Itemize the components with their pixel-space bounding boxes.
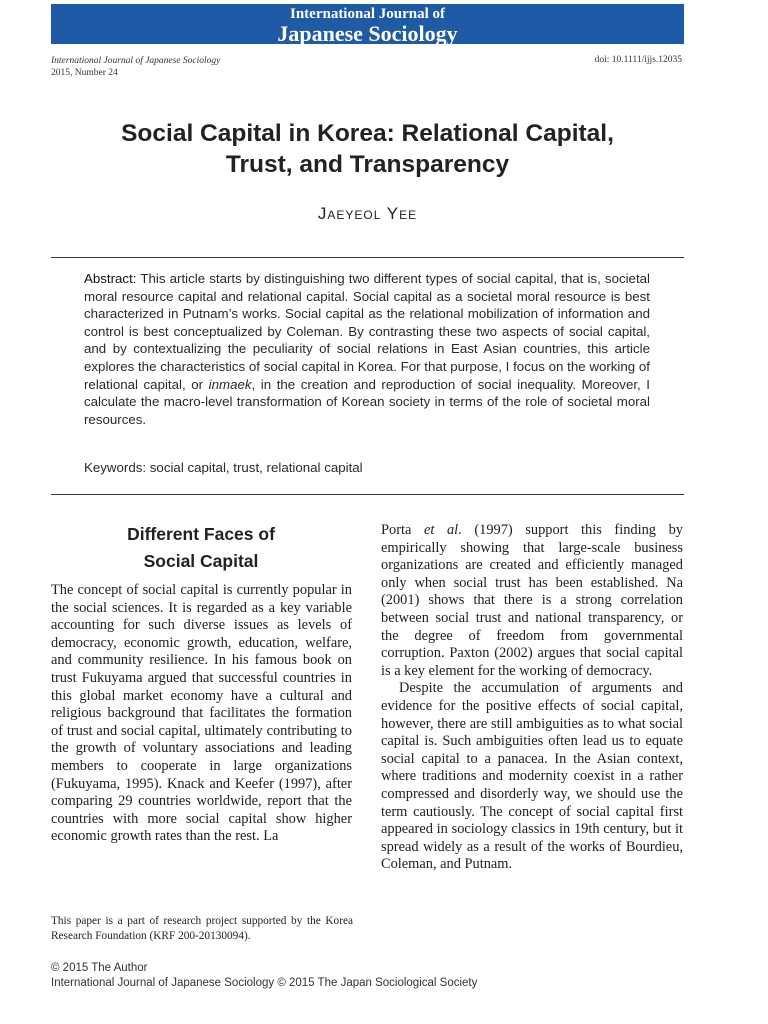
copyright-line-1: © 2015 The Author [51,962,148,974]
right-column [381,522,683,874]
keywords-text: social capital, trust, relational capital [146,460,363,475]
banner-line-1: International Journal of [289,6,445,22]
rule-top [51,257,684,258]
right-p1-b: . (1997) support this finding by empirically showing that large-scale business organizations are created and efficiently managed only when social trust has been established. Na (2001) shows that there is a strong correlation between social trust and national transparency, or the degree of freedom from governmental corruption. Paxton (2002) argues that social capital is a key element for the working of democracy. [381,522,683,679]
copyright [51,961,477,991]
right-paragraph-1 [381,522,683,680]
rule-bottom [51,494,684,495]
left-paragraph: The concept of social capital is currently popular in the social sciences. It is regarded as a key variable accounting for such diverse issues as levels of democracy, economic growth, education, welfare, and community resilience. In his famous book on trust Fukuyama argued that successful countries in this global market economy have a cultural and religious background that facilitates the formation of trust and social capital, ultimately contributing to the growth of voluntary associations and leading members to cooperate in large organizations (Fukuyama, 1995). Knack and Keefer (1997), after comparing 29 countries worldwide, report that the countries with more social capital show higher economic growth rates than the rest. La [51,582,352,845]
abstract-text-b: , in the creation and reproduction of social inequality. Moreover, I calculate the macro-level transformation of Korean society in terms of the role of societal moral resources. [84,376,650,427]
abstract-label: Abstract: [84,271,137,286]
copyright-line-2: International Journal of Japanese Sociology © 2015 The Japan Sociological Society [51,977,478,989]
journal-name: International Journal of Japanese Sociology [51,56,221,66]
journal-meta [51,55,220,79]
right-p1-a: Porta [381,522,424,538]
section-heading-line-2: Social Capital [143,551,259,571]
abstract-italic: inmaek [208,376,252,392]
issue-info: 2015, Number 24 [51,68,118,78]
right-paragraph-2: Despite the accumulation of arguments and evidence for the positive effects of social capital, however, there are still ambiguities as to what social capital is. Such ambiguities often lead us to equate social capital to a panacea. In the Asian context, where traditions and modernity coexist in a rather compressed and disorderly way, we should use the term cautiously. The concept of social capital first appeared in sociology classics in 19th century, but it spread widely as a result of the works of Bourdieu, Coleman, and Putnam. [381,680,683,873]
doi: doi: 10.1111/ijjs.12035 [594,55,682,65]
abstract-text-a: This article starts by distinguishing two different types of social capital, that is, societal moral resource capital and relational capital. Social capital as a societal moral resource is best characterized in Putnam’s works. Social capital as the relational mobilization of information and control is best conceptualized by Coleman. By contrasting these two aspects of social capital, and by contextualizing the peculiarity of social relations in East Asian countries, this article explores the characteristics of social capital in Korea. For that purpose, I focus on the working of relational capital, or [84,271,650,392]
footnote: This paper is a part of research project supported by the Korea Research Foundation (KRF 200-20130094). [51,915,353,942]
banner-line-2: Japanese Sociology [277,21,458,46]
article-title [51,118,684,180]
abstract [84,270,650,428]
author-name: Jaeyeol Yee [317,204,418,223]
section-heading-line-1: Different Faces of [127,524,275,544]
journal-banner [51,4,684,44]
title-line-1: Social Capital in Korea: Relational Capital, [121,120,614,147]
right-p1-italic: et al [423,522,459,538]
title-line-2: Trust, and Transparency [225,151,510,178]
keywords-label: Keywords: [84,460,147,475]
left-column [51,582,352,846]
section-heading [51,521,351,575]
keywords [84,460,650,475]
